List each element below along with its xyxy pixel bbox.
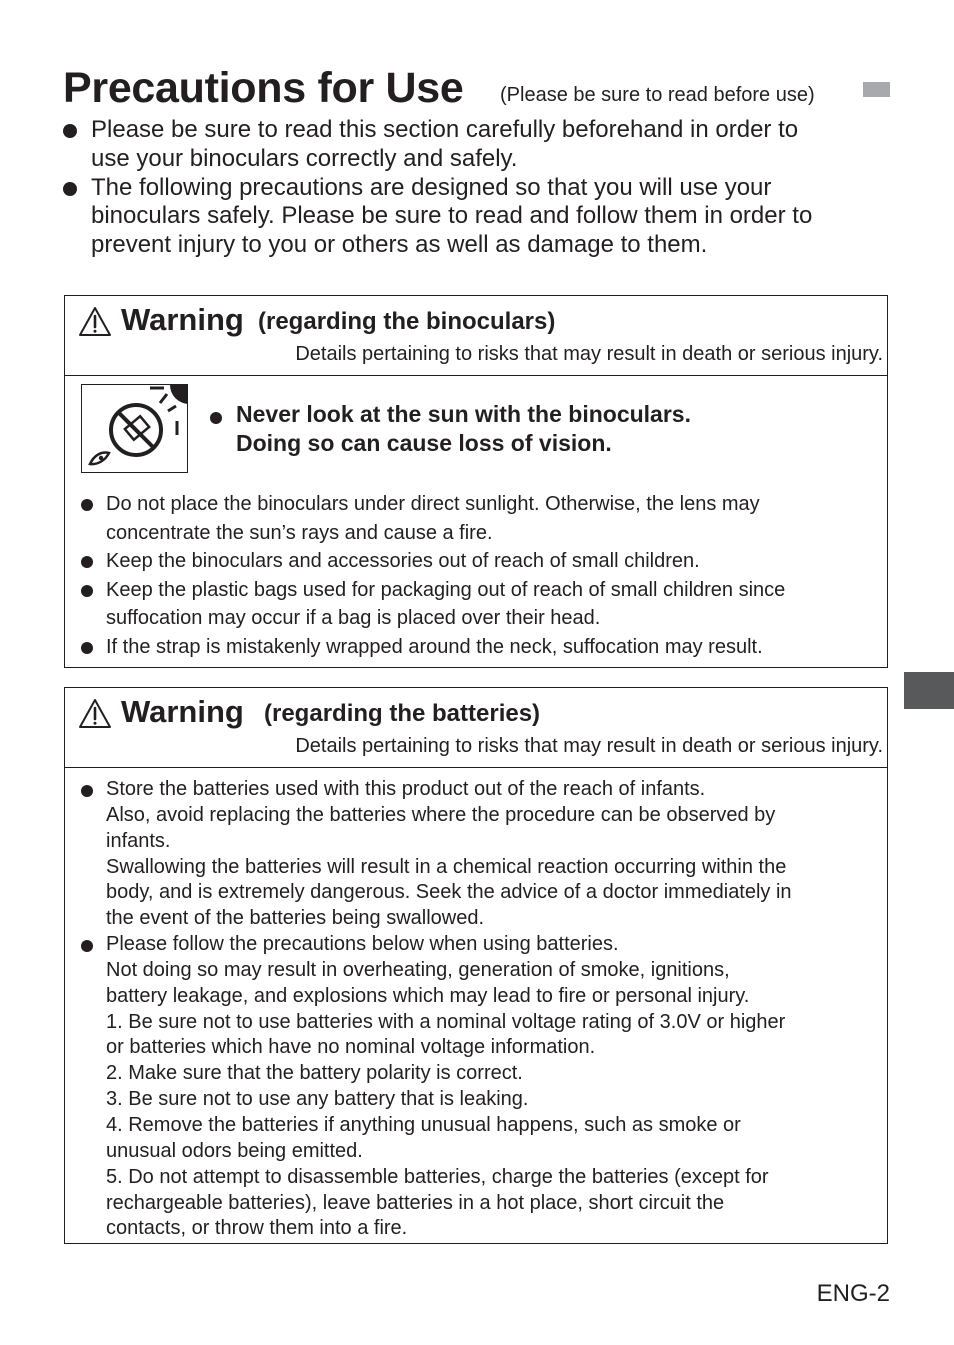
list-item: Keep the binoculars and accessories out of reach of small children. <box>81 547 881 576</box>
intro-item: The following precautions are designed so that you will use your binoculars safely. Please be sure to read and follow them in order to prevent injury to you or others as well as damage to them. <box>63 174 893 260</box>
list-item: Store the batteries used with this product out of the reach of infants. Also, avoid replacing the batteries where the procedure can be observed by infants. Swallowing the batteries will result in a chemical reaction occurring within the body, and is extremely dangerous. Seek the advice of a doctor immediately in the event of the batteries being swallowed. <box>81 777 881 932</box>
list-item: Do not place the binoculars under direct sunlight. Otherwise, the lens may concentrate the sun’s rays and cause a fire. <box>81 490 881 547</box>
warning-box-batteries <box>64 687 888 1244</box>
numbered-item: 3. Be sure not to use any battery that is leaking. <box>106 1088 529 1111</box>
page-title: Precautions for Use <box>63 64 464 112</box>
title-marker <box>863 82 890 97</box>
no-sun-viewing-icon <box>81 384 188 473</box>
warning-header <box>65 688 887 768</box>
numbered-item: 2. Make sure that the battery polarity is correct. <box>106 1062 523 1085</box>
page-number: ENG-2 <box>816 1280 890 1307</box>
bullet-icon <box>81 642 93 654</box>
intro-item: Please be sure to read this section carefully beforehand in order to use your binoculars correctly and safely. <box>63 116 893 174</box>
list-item: If the strap is mistakenly wrapped around the neck, suffocation may result. <box>81 633 881 662</box>
binocular-warning-list <box>81 490 881 662</box>
warning-subject: (regarding the binoculars) <box>258 308 556 335</box>
warning-triangle-icon <box>78 306 112 337</box>
page-subtitle: (Please be sure to read before use) <box>500 84 815 106</box>
section-tab <box>904 672 954 709</box>
page-header <box>63 62 893 114</box>
warning-word: Warning <box>121 302 244 337</box>
bullet-icon <box>81 499 93 511</box>
warning-word: Warning <box>121 694 244 729</box>
numbered-item: 4. Remove the batteries if anything unusual happens, such as smoke or unusual odors being emitted. <box>106 1113 741 1162</box>
warning-description: Details pertaining to risks that may result in death or serious injury. <box>295 343 883 365</box>
bullet-icon <box>210 412 222 424</box>
battery-warning-list <box>81 777 881 1242</box>
list-item: Please follow the precautions below when using batteries. Not doing so may result in overheating, generation of smoke, ignitions, battery leakage, and explosions which may lead to fire or personal injury. 1. Be sure not to use batteries with a nominal voltage rating of 3.0V or higher or batteries which have no nominal voltage information. 2. Make sure that the battery polarity is correct. 3. Be sure not to use any battery that is leaking. 4. Remove the batteries if anything unusual happens, such as smoke or unusual odors being emitted. 5. Do not attempt to disassemble batteries, charge the batteries (except for rechargeable batteries), leave batteries in a hot place, short circuit the contacts, or throw them into a fire. <box>81 932 881 1242</box>
bullet-icon <box>63 182 77 196</box>
numbered-item: 5. Do not attempt to disassemble batteries, charge the batteries (except for rechargeable batteries), leave batteries in a hot place, short circuit the contacts, or throw them into a fire. <box>106 1165 769 1240</box>
numbered-item: 1. Be sure not to use batteries with a nominal voltage rating of 3.0V or higher or batteries which have no nominal voltage information. <box>106 1010 786 1059</box>
warning-triangle-icon <box>78 698 112 729</box>
bullet-icon <box>81 785 93 797</box>
intro-list <box>63 116 893 260</box>
bullet-icon <box>81 940 93 952</box>
bullet-icon <box>81 585 93 597</box>
warning-header <box>65 296 887 376</box>
warning-subject: (regarding the batteries) <box>264 700 541 727</box>
bullet-icon <box>63 124 77 138</box>
bullet-icon <box>81 556 93 568</box>
warning-box-binoculars <box>64 295 888 668</box>
list-item: Keep the plastic bags used for packaging out of reach of small children since suffocation may occur if a bag is placed over their head. <box>81 576 881 633</box>
sun-warning: Never look at the sun with the binoculars. Doing so can cause loss of vision. <box>210 400 691 458</box>
warning-description: Details pertaining to risks that may result in death or serious injury. <box>295 735 883 757</box>
